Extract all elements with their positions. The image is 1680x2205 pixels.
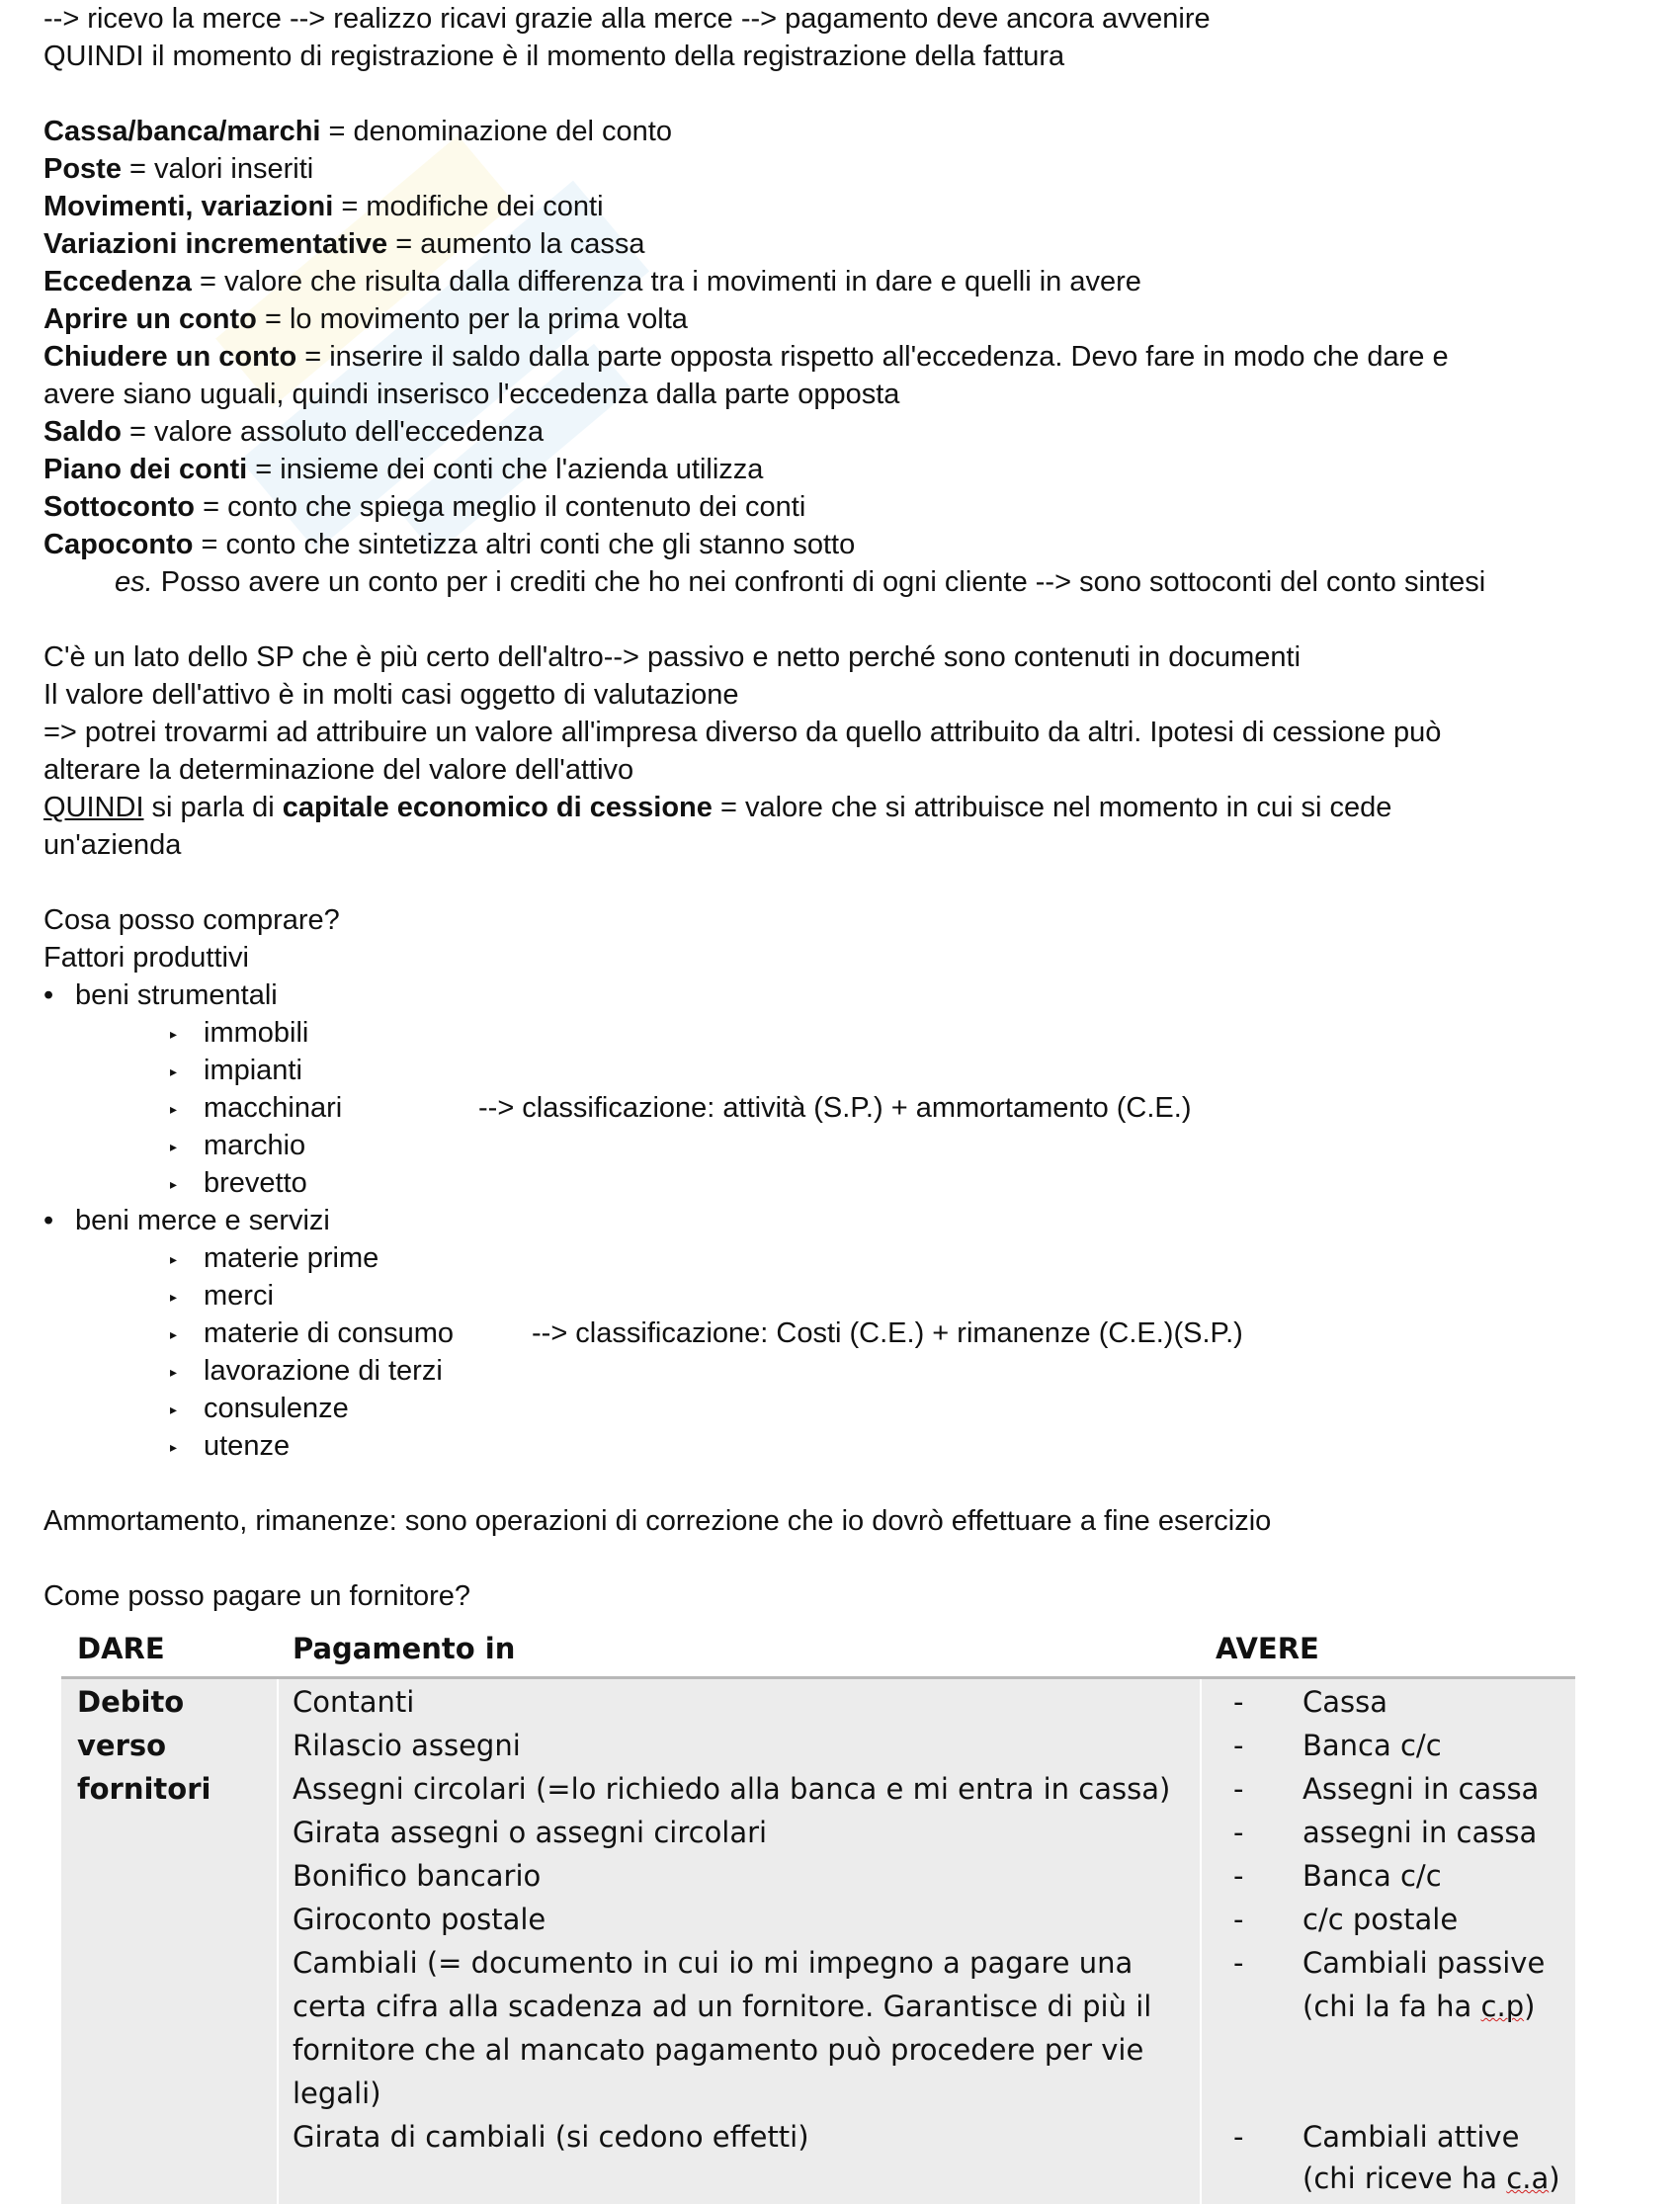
list-item: ▸ lavorazione di terzi: [170, 1352, 443, 1391]
dare-cell-line: fornitori: [77, 1772, 211, 1806]
pagamento-cell: Rilascio assegni: [293, 1729, 521, 1762]
sp-line-5: QUINDI si parla di capitale economico di cessione = valore che si attribuisce nel momento in cui si cede: [43, 792, 1392, 823]
list-item: ▸ brevetto: [170, 1164, 307, 1203]
bullet-icon: •: [43, 979, 54, 1011]
dash-mark: -: [1233, 1685, 1244, 1719]
definition-item: Poste = valori inseriti: [43, 153, 314, 185]
definition-item: Variazioni incrementative = aumento la cassa: [43, 228, 645, 260]
definition-item: Aprire un conto = lo movimento per la prima volta: [43, 303, 688, 335]
dare-cell-line: verso: [77, 1729, 167, 1762]
purchase-heading: Fattori produttivi: [43, 942, 249, 974]
dare-cell-line: Debito: [77, 1685, 185, 1719]
triangle-bullet-icon: ▸: [170, 1101, 178, 1118]
pagamento-cell: fornitore che al mancato pagamento può procedere per vie: [293, 2033, 1144, 2067]
dash-mark: -: [1233, 1772, 1244, 1806]
definition-item: Saldo = valore assoluto dell'eccedenza: [43, 416, 545, 448]
triangle-bullet-icon: ▸: [170, 1439, 178, 1456]
dash-mark: -: [1233, 1946, 1244, 1980]
dash-mark: -: [1233, 1729, 1244, 1762]
dash-mark: -: [1233, 1903, 1244, 1936]
triangle-bullet-icon: ▸: [170, 1401, 178, 1418]
sp-line-6: un'azienda: [43, 829, 182, 861]
triangle-bullet-icon: ▸: [170, 1139, 178, 1155]
intro-line-1: --> ricevo la merce --> realizzo ricavi grazie alla merce --> pagamento deve ancora avvenire: [43, 3, 1211, 35]
pagamento-cell: legali): [293, 2077, 381, 2110]
avere-cell: c/c postale: [1302, 1903, 1459, 1936]
classification-note-2: --> classificazione: Costi (C.E.) + rimanenze (C.E.)(S.P.): [532, 1317, 1243, 1349]
triangle-bullet-icon: ▸: [170, 1251, 178, 1268]
definition-item: Chiudere un conto = inserire il saldo dalla parte opposta rispetto all'eccedenza. Devo fare in modo che dare e: [43, 341, 1449, 373]
list-item: ▸ immobili: [170, 1014, 308, 1053]
pagamento-cell: Assegni circolari (=lo richiedo alla banca e mi entra in cassa): [293, 1772, 1171, 1806]
pagamento-cell: Girata di cambiali (si cedono effetti): [293, 2120, 809, 2154]
pagamento-cell: Contanti: [293, 1685, 415, 1719]
header-dare: DARE: [77, 1632, 165, 1665]
ammortamento-note: Ammortamento, rimanenze: sono operazioni di correzione che io dovrò effettuare a fine esercizio: [43, 1505, 1272, 1537]
dash-mark: -: [1233, 1816, 1244, 1849]
example-line: es. Posso avere un conto per i crediti che ho nei confronti di ogni cliente --> sono sottoconti del conto sintesi: [115, 566, 1486, 598]
list-item: ▸ materie prime: [170, 1239, 378, 1278]
avere-cell: Banca c/c: [1302, 1729, 1442, 1762]
dash-mark: -: [1233, 1859, 1244, 1893]
definition-item: Sottoconto = conto che spiega meglio il contenuto dei conti: [43, 491, 806, 523]
definition-item: Piano dei conti = insieme dei conti che l'azienda utilizza: [43, 454, 764, 485]
definition-item: avere siano uguali, quindi inserisco l'eccedenza dalla parte opposta: [43, 379, 900, 410]
column-divider: [1200, 1679, 1202, 2204]
definition-item: Cassa/banca/marchi = denominazione del conto: [43, 116, 672, 147]
intro-line-2: QUINDI il momento di registrazione è il momento della registrazione della fattura: [43, 41, 1065, 72]
sp-line-4: alterare la determinazione del valore dell'attivo: [43, 754, 634, 786]
list-item: ▸ marchio: [170, 1127, 305, 1165]
avere-cell: (chi riceve ha c.a): [1302, 2162, 1560, 2195]
payment-table: [61, 1617, 1575, 2204]
sp-line-1: C'è un lato dello SP che è più certo dell'altro--> passivo e netto perché sono contenuti in documenti: [43, 641, 1302, 673]
list-item: • beni strumentali: [43, 976, 278, 1014]
list-item: • beni merce e servizi: [43, 1202, 330, 1239]
header-pagamento: Pagamento in: [293, 1632, 516, 1665]
pagamento-cell: Cambiali (= documento in cui io mi impegno a pagare una: [293, 1946, 1134, 1980]
definition-item: Eccedenza = valore che risulta dalla differenza tra i movimenti in dare e quelli in avere: [43, 266, 1141, 297]
avere-cell: (chi la fa ha c.p): [1302, 1990, 1536, 2023]
list-item: ▸ consulenze: [170, 1390, 349, 1428]
definition-item: Capoconto = conto che sintetizza altri conti che gli stanno sotto: [43, 529, 856, 560]
dash-mark: -: [1233, 2120, 1244, 2154]
definition-item: Movimenti, variazioni = modifiche dei conti: [43, 191, 604, 222]
payment-question: Come posso pagare un fornitore?: [43, 1580, 471, 1612]
list-item: ▸ macchinari: [170, 1089, 342, 1128]
classification-note-1: --> classificazione: attività (S.P.) + ammortamento (C.E.): [478, 1092, 1192, 1124]
triangle-bullet-icon: ▸: [170, 1063, 178, 1080]
sp-line-2: Il valore dell'attivo è in molti casi oggetto di valutazione: [43, 679, 739, 711]
avere-cell: Cassa: [1302, 1685, 1388, 1719]
bullet-icon: •: [43, 1205, 54, 1236]
triangle-bullet-icon: ▸: [170, 1176, 178, 1193]
pagamento-cell: Girata assegni o assegni circolari: [293, 1816, 768, 1849]
avere-cell: Cambiali attive: [1302, 2120, 1520, 2154]
list-item: ▸ impianti: [170, 1052, 302, 1090]
header-avere: AVERE: [1216, 1632, 1319, 1665]
triangle-bullet-icon: ▸: [170, 1026, 178, 1043]
pagamento-cell: certa cifra alla scadenza ad un fornitore. Garantisce di più il: [293, 1990, 1152, 2023]
avere-cell: Assegni in cassa: [1302, 1772, 1540, 1806]
triangle-bullet-icon: ▸: [170, 1364, 178, 1381]
avere-cell: Cambiali passive: [1302, 1946, 1546, 1980]
list-item: ▸ materie di consumo: [170, 1315, 454, 1353]
table-header: [61, 1617, 1575, 1679]
pagamento-cell: Bonifico bancario: [293, 1859, 542, 1893]
avere-cell: assegni in cassa: [1302, 1816, 1538, 1849]
purchase-question: Cosa posso comprare?: [43, 904, 340, 936]
column-divider: [277, 1679, 279, 2204]
pagamento-cell: Giroconto postale: [293, 1903, 546, 1936]
list-item: ▸ utenze: [170, 1427, 290, 1466]
triangle-bullet-icon: ▸: [170, 1289, 178, 1306]
list-item: ▸ merci: [170, 1277, 274, 1315]
triangle-bullet-icon: ▸: [170, 1326, 178, 1343]
sp-line-3: => potrei trovarmi ad attribuire un valore all'impresa diverso da quello attribuito da altri. Ipotesi di cessione può: [43, 717, 1442, 748]
avere-cell: Banca c/c: [1302, 1859, 1442, 1893]
